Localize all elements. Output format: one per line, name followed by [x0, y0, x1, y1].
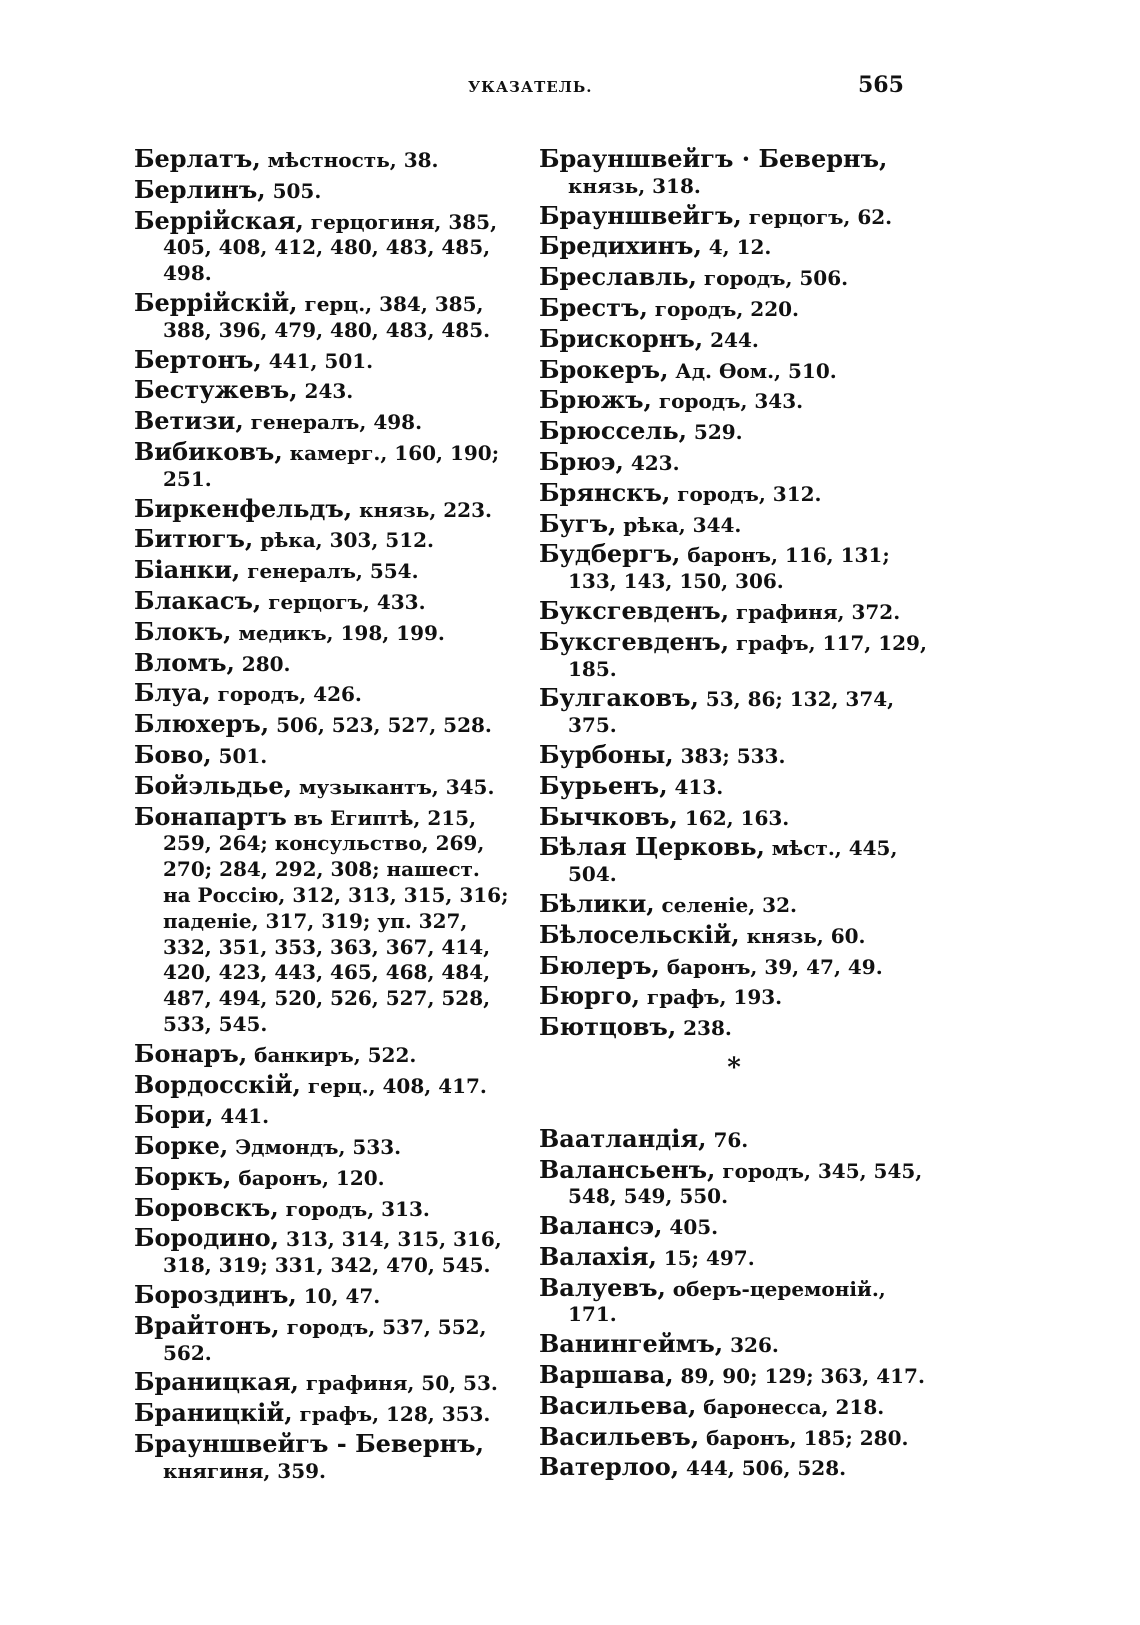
- index-entry-name: Бредихинъ,: [539, 231, 702, 261]
- index-entry: [539, 387, 929, 415]
- index-entry: [134, 1225, 514, 1279]
- index-entry-references: банкиръ, 522.: [247, 1042, 417, 1067]
- index-entry: [134, 287, 514, 344]
- index-entry-references: городъ, 345, 545, 548, 549, 550.: [568, 1158, 923, 1209]
- index-entry: [134, 1431, 514, 1485]
- index-entry-references: 162, 163.: [677, 805, 790, 830]
- index-entry: [134, 436, 514, 493]
- index-entry-name: Бурьенъ,: [539, 770, 668, 800]
- index-entry-name: Вордосскій,: [134, 1069, 301, 1099]
- index-entry-references: городъ, 313.: [278, 1196, 430, 1221]
- index-entry: [539, 541, 929, 595]
- index-entry-name: Бори,: [134, 1100, 214, 1130]
- index-entry-references: городъ, 537, 552, 562.: [163, 1314, 487, 1365]
- index-entry-references: баронъ, 39, 47, 49.: [659, 954, 883, 979]
- index-entry: [539, 264, 929, 292]
- index-entry-name: Бѣлосельскій,: [539, 919, 740, 949]
- index-entry-references: графиня, 372.: [729, 599, 901, 624]
- index-entry: [134, 493, 514, 524]
- index-entry-name: Брауншвейгъ - Бевернъ,: [134, 1429, 484, 1459]
- index-entry-references: 53, 86; 132, 374, 375.: [568, 687, 895, 738]
- section-separator: *: [727, 1052, 741, 1083]
- index-entry: [134, 408, 514, 436]
- index-entry: [134, 1069, 514, 1100]
- index-entry-name: Бородино,: [134, 1223, 280, 1253]
- index-entry-name: Вломъ,: [134, 647, 235, 677]
- index-entry: [539, 1241, 929, 1272]
- index-entry: [539, 508, 929, 539]
- index-entry-name: Бойэльдье,: [134, 770, 293, 800]
- index-entry-references: 280.: [234, 651, 291, 676]
- index-entry-name: Блюхеръ,: [134, 709, 270, 739]
- index-entry: [539, 233, 929, 261]
- index-entry: [134, 557, 514, 585]
- index-entry-references: 313, 314, 315, 316, 318, 319; 331, 342, 470, 545.: [163, 1227, 502, 1278]
- index-entry-references: княгиня, 359.: [163, 1458, 326, 1483]
- index-entry-name: Браницкій,: [134, 1398, 293, 1428]
- index-entry: [539, 1390, 929, 1421]
- index-entry: [539, 354, 929, 385]
- index-entry-name: Бестужевъ,: [134, 375, 298, 405]
- index-entry: [134, 1192, 514, 1223]
- index-entry-name: Бертонъ,: [134, 344, 262, 374]
- index-entry: [134, 1161, 514, 1192]
- index-entry: [134, 174, 514, 205]
- index-entry-references: 326.: [723, 1333, 779, 1358]
- index-entry: [539, 950, 929, 981]
- index-entry-name: Бычковъ,: [539, 801, 678, 831]
- index-entry-references: городъ, 220.: [647, 296, 800, 321]
- index-entry-references: герцогъ, 433.: [261, 589, 426, 614]
- index-entry-name: Блокъ,: [134, 616, 232, 646]
- index-entry-name: Ванингеймъ,: [539, 1329, 724, 1359]
- index-entry-references: 243.: [297, 379, 354, 404]
- index-entry-references: баронесса, 218.: [696, 1394, 885, 1419]
- index-entry-name: Блуа,: [134, 678, 211, 708]
- index-entry-name: Врайтонъ,: [134, 1310, 280, 1340]
- index-entry: [539, 1421, 929, 1452]
- index-entry-references: 89, 90; 129; 363, 417.: [673, 1364, 925, 1389]
- index-entry-name: Вибиковъ,: [134, 436, 283, 466]
- index-entry: [134, 344, 514, 375]
- index-entry: [539, 1213, 929, 1241]
- index-entry-references: камерг., 160, 190; 251.: [163, 440, 500, 491]
- index-entry-references: 10, 47.: [296, 1284, 381, 1309]
- index-entry-name: Варшава,: [539, 1360, 674, 1390]
- index-entry-references: баронъ, 120.: [231, 1165, 385, 1190]
- index-entry-name: Брюжъ,: [539, 385, 652, 415]
- index-entry-references: городъ, 343.: [651, 389, 804, 414]
- index-entry-name: Буксгевденъ,: [539, 626, 730, 656]
- index-entry-references: рѣка, 344.: [616, 512, 742, 537]
- index-entry-references: селеніе, 32.: [654, 892, 797, 917]
- index-entry: [539, 595, 929, 626]
- index-entry-name: Бюлеръ,: [539, 950, 660, 980]
- index-entry-references: городъ, 506.: [696, 266, 849, 291]
- index-entry-references: 383; 533.: [673, 743, 786, 768]
- index-entry-name: Боркъ,: [134, 1161, 232, 1191]
- index-entry-name: Булгаковъ,: [539, 683, 699, 713]
- index-entry-name: Валансэ,: [539, 1211, 663, 1241]
- index-entry-name: Брестъ,: [539, 292, 648, 322]
- index-entry-references: мѣстность, 38.: [260, 148, 439, 172]
- index-entry: [539, 146, 929, 200]
- index-entry-name: Бонаръ,: [134, 1038, 248, 1068]
- page-number: 565: [858, 72, 904, 98]
- index-entry: [134, 526, 514, 554]
- index-entry: [539, 1154, 929, 1211]
- index-entry: [134, 739, 514, 770]
- index-entry-name: Беррійская,: [134, 205, 304, 235]
- index-entry: [539, 323, 929, 354]
- index-entry: [134, 1369, 514, 1397]
- index-entry: [539, 1014, 929, 1042]
- index-entry-name: Бѣлая Церковь,: [539, 832, 765, 862]
- index-entry-name: Блакасъ,: [134, 585, 262, 615]
- index-entry-name: Берлатъ,: [134, 144, 261, 173]
- index-entry: [134, 1038, 514, 1069]
- index-entry-name: Буксгевденъ,: [539, 595, 730, 625]
- index-entry-references: музыкантъ, 345.: [292, 774, 495, 799]
- index-entry-references: 15; 497.: [656, 1245, 755, 1270]
- index-entry-references: 441.: [213, 1104, 270, 1129]
- index-entry: [134, 146, 514, 174]
- index-entry-references: князь, 318.: [568, 173, 701, 198]
- index-entry: [134, 801, 514, 1038]
- index-entry: [539, 983, 929, 1011]
- index-entry-name: Брюэ,: [539, 446, 624, 476]
- index-entry-name: Валуевъ,: [539, 1272, 666, 1302]
- index-entry-references: баронъ, 185; 280.: [699, 1425, 909, 1450]
- index-entry: [539, 200, 929, 231]
- index-entry-name: Валансьенъ,: [539, 1154, 716, 1184]
- index-entry: [134, 205, 514, 287]
- index-entry-name: Бѣлики,: [539, 888, 655, 918]
- index-entry-name: Бугъ,: [539, 508, 617, 538]
- index-entry-references: 76.: [706, 1127, 749, 1152]
- index-entry-references: 506, 523, 527, 528.: [269, 713, 492, 738]
- index-entry-references: графъ, 128, 353.: [292, 1402, 491, 1427]
- index-entry-name: Брискорнъ,: [539, 323, 704, 353]
- index-entry: [539, 292, 929, 323]
- index-entry-references: герцогъ, 62.: [741, 204, 893, 229]
- index-entry-name: Браницкая,: [134, 1367, 299, 1397]
- index-entry-name: Бово,: [134, 739, 212, 769]
- index-entry: [134, 377, 514, 405]
- index-entry-name: Берлинъ,: [134, 174, 266, 204]
- index-column-right: [539, 146, 929, 1485]
- index-entry: [539, 919, 929, 950]
- index-entry-name: Біанки,: [134, 555, 241, 585]
- index-entry-references: въ Египтѣ, 215, 259, 264; консульство, 269, 270; 284, 292, 308; нашест. на Россію, 312, 313, 315, 316; паденіе, 317, 319; уп. 327, 332, 351, 353, 363, 367, 414, 420, 423, 443, 465, 468, 484, 487, 494, 520, 526, 527, 528, 533, 545.: [163, 805, 509, 1036]
- index-entry-name: Борке,: [134, 1131, 229, 1161]
- index-entry: [539, 1123, 929, 1154]
- index-entry: [134, 770, 514, 801]
- index-entry-references: 505.: [265, 178, 322, 203]
- index-entry: [134, 680, 514, 708]
- index-entry-name: Биркенфельдъ,: [134, 493, 353, 523]
- index-entry-name: Будбергъ,: [539, 539, 681, 569]
- index-entry: [539, 834, 929, 888]
- index-entry-references: герц., 408, 417.: [300, 1073, 487, 1098]
- index-entry-name: Бреславль,: [539, 262, 697, 292]
- index-entry-references: баронъ, 116, 131; 133, 143, 150, 306.: [568, 543, 890, 594]
- index-entry-references: графъ, 193.: [639, 985, 783, 1010]
- index-entry: [134, 647, 514, 678]
- index-entry-references: городъ, 426.: [210, 682, 362, 707]
- index-entry-name: Валахія,: [539, 1241, 657, 1271]
- index-entry: [134, 1400, 514, 1428]
- index-entry-references: городъ, 312.: [670, 481, 822, 506]
- index-entry-name: Брауншвейгъ · Бевернъ,: [539, 144, 888, 173]
- index-entry-name: Беррійскій,: [134, 287, 298, 317]
- index-entry-name: Бютцовъ,: [539, 1012, 677, 1042]
- index-entry: [134, 1102, 514, 1130]
- index-entry-name: Ветизи,: [134, 406, 244, 436]
- index-entry-name: Брюссель,: [539, 416, 687, 446]
- index-section-v: [539, 1123, 929, 1483]
- index-entry-name: Брауншвейгъ,: [539, 200, 742, 230]
- index-entry-references: 444, 506, 528.: [679, 1456, 847, 1481]
- index-entry-name: Брянскъ,: [539, 477, 671, 507]
- index-entry-references: герц., 384, 385, 388, 396, 479, 480, 483, 485.: [163, 291, 491, 342]
- index-entry-name: Боровскъ,: [134, 1192, 279, 1222]
- index-entry: [539, 770, 929, 801]
- index-entry: [539, 1272, 929, 1329]
- index-entry-references: медикъ, 198, 199.: [231, 620, 445, 645]
- index-entry-references: Ад. Ѳом., 510.: [668, 358, 837, 383]
- index-entry: [134, 616, 514, 647]
- index-entry: [539, 685, 929, 739]
- index-entry-name: Бороздинъ,: [134, 1280, 297, 1310]
- index-entry: [539, 739, 929, 770]
- index-entry-name: Ваатландія,: [539, 1123, 707, 1153]
- index-entry: [539, 477, 929, 508]
- index-entry-name: Васильева,: [539, 1390, 697, 1420]
- index-entry-references: мѣст., 445, 504.: [568, 836, 898, 887]
- index-entry-name: Ватерлоо,: [539, 1452, 680, 1482]
- index-entry-references: князь, 60.: [739, 923, 866, 948]
- index-entry-references: 529.: [686, 420, 743, 445]
- index-entry-references: 4, 12.: [701, 235, 772, 260]
- index-entry-references: графъ, 117, 129, 185.: [568, 630, 927, 681]
- index-entry-name: Бюрго,: [539, 981, 640, 1011]
- index-entry-references: 423.: [623, 450, 680, 475]
- index-entry-references: 405.: [662, 1215, 719, 1240]
- page-header-title: УКАЗАТЕЛЬ.: [468, 78, 593, 96]
- index-entry: [539, 1362, 929, 1390]
- index-entry-name: Битюгъ,: [134, 524, 254, 554]
- index-entry-references: рѣка, 303, 512.: [253, 528, 434, 553]
- index-entry: [539, 1454, 929, 1482]
- index-entry-references: генералъ, 554.: [240, 559, 419, 584]
- index-section-b: [539, 146, 929, 1042]
- index-entry: [134, 1310, 514, 1367]
- index-entry: [134, 1282, 514, 1310]
- index-entry: [539, 888, 929, 919]
- index-column-left: [134, 146, 514, 1488]
- index-entry-references: 238.: [676, 1016, 732, 1041]
- index-entry-name: Бурбоны,: [539, 739, 674, 769]
- index-entry-references: 413.: [667, 774, 724, 799]
- index-entry: [134, 711, 514, 739]
- index-entry: [539, 1331, 929, 1359]
- index-entry: [539, 418, 929, 446]
- index-entry-references: герцогиня, 385, 405, 408, 412, 480, 483, 485, 498.: [163, 209, 498, 286]
- index-entry-references: генералъ, 498.: [243, 410, 423, 435]
- index-entry-name: Васильевъ,: [539, 1421, 700, 1451]
- index-entry: [539, 801, 929, 832]
- index-entry-name: Бонапартъ: [134, 801, 287, 831]
- index-entry-references: Эдмондъ, 533.: [228, 1135, 402, 1160]
- index-entry-references: князь, 223.: [352, 497, 492, 522]
- index-entry-references: 244.: [703, 327, 759, 352]
- index-entry: [539, 626, 929, 683]
- index-entry-name: Брокеръ,: [539, 354, 669, 384]
- index-entry-references: оберъ-церемоній., 171.: [568, 1276, 886, 1327]
- index-entry: [134, 1133, 514, 1161]
- index-entry: [539, 446, 929, 477]
- index-entry-references: 501.: [211, 743, 268, 768]
- index-entry-references: 441, 501.: [261, 348, 374, 373]
- index-entry-references: графиня, 50, 53.: [298, 1371, 498, 1396]
- index-entry: [134, 585, 514, 616]
